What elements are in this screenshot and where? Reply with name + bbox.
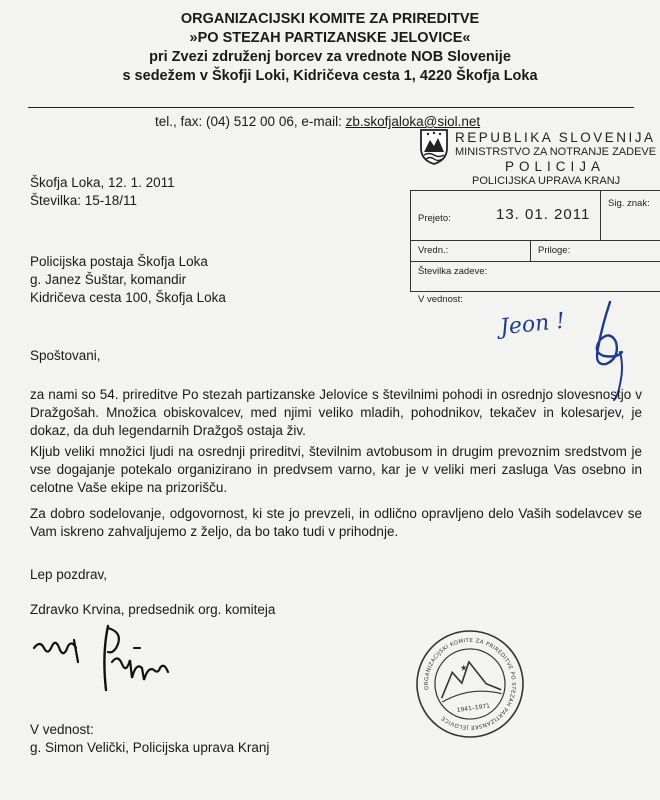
stamp-ministry: MINISTRSTVO ZA NOTRANJE ZADEVE [455,146,657,158]
stamp-divider [410,261,660,262]
letter-date: Škofja Loka, 12. 1. 2011 [30,175,175,190]
stamp-police: POLICIJA [505,159,606,174]
coat-of-arms-icon [419,128,449,166]
handwritten-signature-icon [28,618,188,698]
stamp-attachments-label: Priloge: [538,245,571,256]
letterhead-line-4: s sedežem v Škofji Loki, Kidričeva cesta 1, 4220 Škofja Loka [122,68,538,84]
letterhead-line-3: pri Zvezi združenj borcev za vrednote NOB Slovenije [149,49,511,65]
stamp-received-label: Prejeto: [418,213,451,224]
paragraph-1: za nami so 54. prireditve Po stezah partizanske Jelovice s številnimi pohodi in osrednjo slovesnostjo v Dražgošah. Množica obiskovalcev, med njimi veliko mladih, pohodnikov, tekačev in kolesarjev, je dokaz, da duh legendarnih Dražgoš ostaja živ. [30,387,642,439]
contact-phone: tel., fax: (04) 512 00 06, e-mail: [155,114,346,129]
svg-text:ORGANIZACIJSKI KOMITE ZA PRIRE [418,632,522,736]
stamp-divider [530,240,531,261]
letterhead-divider [28,107,634,108]
letter-number: Številka: 15-18/11 [30,193,138,208]
organization-seal-icon [414,628,526,740]
stamp-sig-label: Sig. znak: [608,198,650,209]
cc-label: V vednost: [30,722,94,737]
salutation: Spoštovani, [30,348,101,363]
stamp-received-date: 13. 01. 2011 [496,206,591,223]
stamp-unit: POLICIJSKA UPRAVA KRANJ [472,175,621,187]
stamp-republic: REPUBLIKA SLOVENIJA [455,130,656,145]
stamp-value-label: Vredn.: [418,245,449,256]
recipient-address: Kidričeva cesta 100, Škofja Loka [30,290,226,305]
paragraph-2: Kljub veliki množici ljudi na osrednji prireditvi, številnim avtobusom in drugim prevoznim sredstvom je vse dogajanje potekalo organizirano in predvsem varno, kar je v veliki meri zasluga Vas osebno in celotne Vaše ekipe na prizorišču. [30,444,642,496]
seal-ring-text: ORGANIZACIJSKI KOMITE ZA PRIREDITVE PO STEZAH PARTIZANSKE JELOVICE [423,637,517,731]
letterhead-line-2: »PO STEZAH PARTIZANSKE JELOVICE« [189,30,471,46]
contact-email: zb.skofjaloka@siol.net [345,114,481,129]
recipient-name: g. Janez Šuštar, komandir [30,272,187,287]
cc-recipient: g. Simon Velički, Policijska uprava Kranj [30,740,270,755]
stamp-cc-label: V vednost: [418,294,463,305]
seal-years: 1941–1971 [456,702,491,715]
contact-line [155,114,480,129]
stamp-divider [410,240,660,241]
closing: Lep pozdrav, [30,567,108,582]
paragraph-3: Za dobro sodelovanje, odgovornost, ki ste jo prevzeli, in odlično opravljeno delo Vaših sodelavcev se Vam iskreno zahvaljujemo z željo, da bo tako tudi v prihodnje. [30,506,642,540]
letterhead-line-1: ORGANIZACIJSKI KOMITE ZA PRIREDITVE [180,11,480,27]
stamp-divider [600,190,601,240]
signatory: Zdravko Krvina, predsednik org. komiteja [30,602,276,617]
recipient-organization: Policijska postaja Škofja Loka [30,254,208,269]
stamp-case-number-label: Številka zadeve: [418,266,488,277]
handwritten-note: Jeon ! [498,308,567,341]
